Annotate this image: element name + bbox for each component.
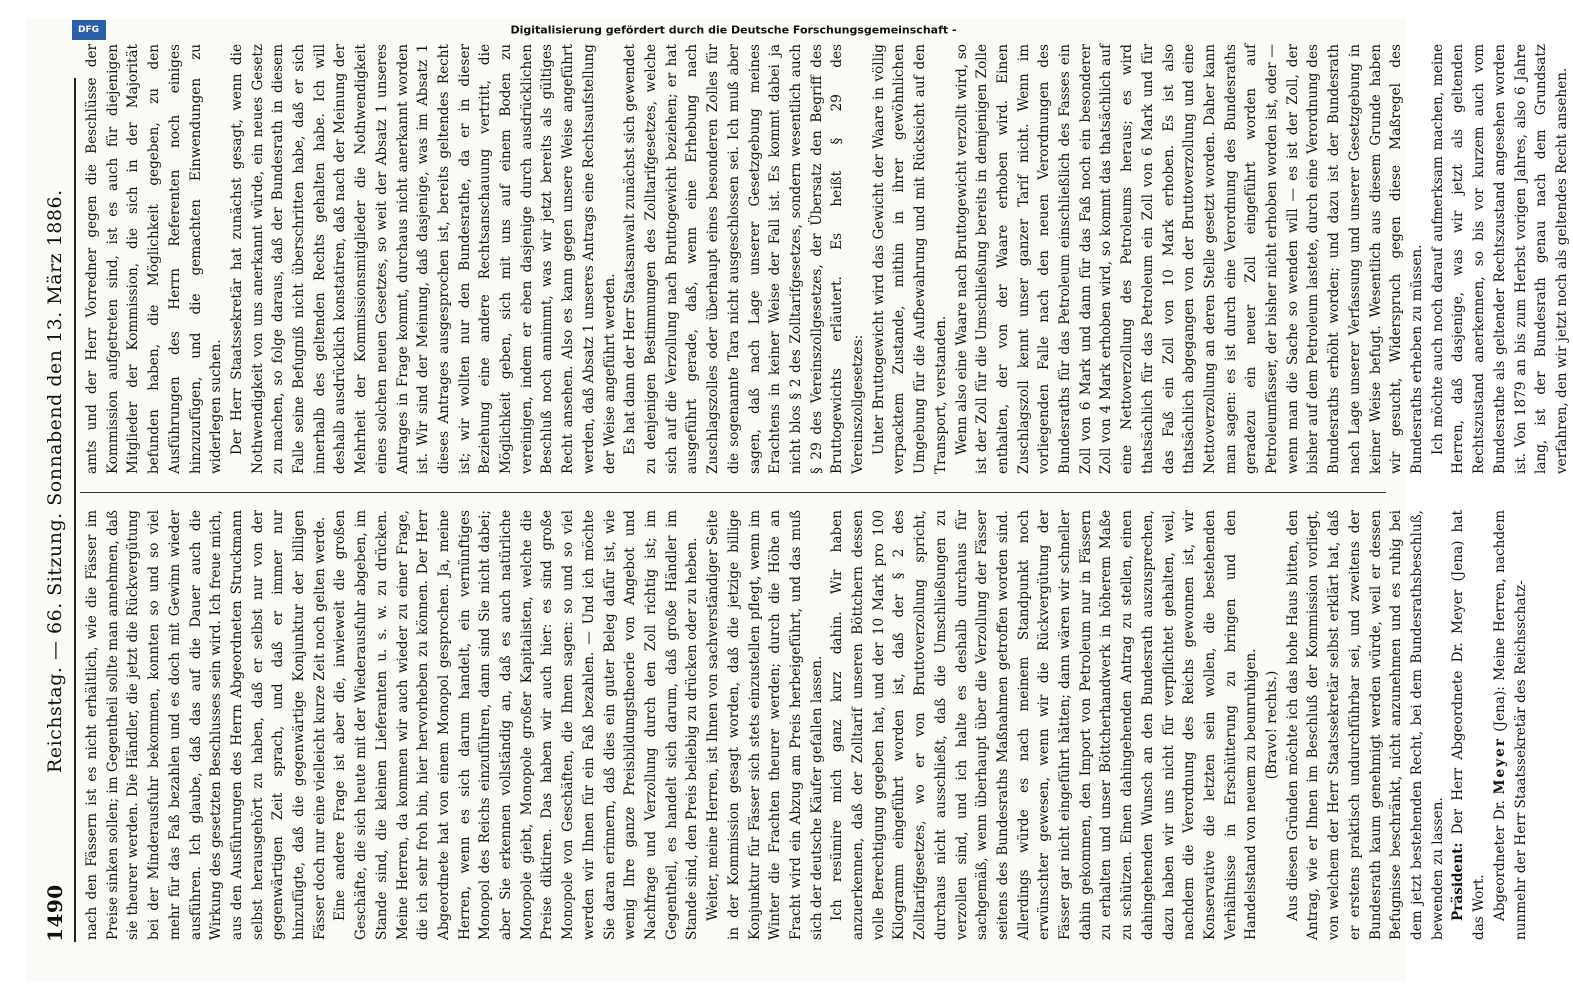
paragraph: Ich resümire mich ganz kurz dahin. Wir haben anzuerkennen, daß der Zolltarif unseren Böttchern dessen volle Berechtigung gegeben hat, und der 10 Mark pro 100 Kilogramm eingeführt worden ist, daß der § 2 des Zolltarifgesetzes, wo er von Bruttoverzollung spricht, durchaus nicht ausschließt, daß die Umschließungen zu verzollen sind, und ich halte es deshalb durchaus für sachgemäß, wenn überhaupt über die Verzollung der Fässer seitens des Bundesraths Maßnahmen getroffen worden sind. Allerdings würde es nach meinem Standpunkt noch erwünschter gewesen, wenn wir die Rückvergütung der Fässer gar nicht eingeführt hätten; dann wären wir schneller dahin gekommen, den Import von Petroleum nur in Fässern zu erhalten und unser Böttcherhandwerk in höherem Maße zu schützen. Einen dahingehenden Antrag zu stellen, einen dahingehenden Wunsch an den Bundesrath auszusprechen, dazu haben wir uns nicht für verpflichtet gehalten, weil, nachdem die Verordnung des Reichs gewonnen ist, wir Konservative die letzten sein wollen, die bestehenden Verhältnisse in Erschütterung zu bringen und den Handelsstand von neuem zu beunruhigen. <box>829 510 1260 940</box>
applause-note: (Bravo! rechts.) <box>1264 670 1281 780</box>
paragraph: Der Herr Staatssekretär hat zunächst gesagt, wenn die Nothwendigkeit von uns anerkannt würde, ein neues Gesetz zu machen, so folge daraus, daß der Bundesrath in diesem Falle seine Befugniß nicht überschritten habe, daß er sich innerhalb des geltenden Rechts gehalten habe. Ich will deshalb ausdrücklich konstatiren, daß nach der Meinung der Mehrheit der Kommissionsmitglieder die Nothwendigkeit eines solchen neuen Gesetzes, so weit der Absatz 1 unseres Antrages in Frage kommt, durchaus nicht anerkannt worden ist. Wir sind der Meinung, daß dasjenige, was im Absatz 1 dieses Antrages ausgesprochen ist, bereits geltendes Recht ist; wir wollten nur den Bundesrathe, da er in dieser Beziehung eine andere Rechtsanschauung vertritt, die Möglichkeit geben, sich mit uns auf einem Boden zu vereinigen, indem er eben dasjenige durch ausdrücklichen Beschluß noch annimmt, was wir jetzt bereits als gültiges Recht ansehen. Also es kann gegen unsere Weise angeführt werden, daß Absatz 1 unseres Antrags eine Rechtsaufstellung der Weise angeführt werden. <box>228 44 618 474</box>
president-statement <box>1448 510 1489 940</box>
header-rule <box>74 78 76 942</box>
column-divider <box>80 492 1386 493</box>
speaker-intro: Abgeordneter Dr. <box>1491 799 1508 921</box>
paragraph: Aus diesen Gründen möchte ich das hohe Haus bitten, den Antrag, wie er Ihnen im Beschluß der Kommission vorliegt, von welchem der Herr Staatssekretär selbst erklärt hat, daß er erstens praktisch undurchführbar sei, und zweitens der Bundesrath kaum genehmigt werden würde, weil er dessen Befugnisse beschränkt, nicht anzunehmen und es ruhig bei dem jetzt bestehenden Recht, bei dem Bundesrathsbeschluß, bewenden zu lassen. <box>1284 510 1446 940</box>
president-text: Der Herr Abgeordnete Dr. Meyer (Jena) hat das Wort. <box>1450 510 1488 940</box>
paragraph: Weiter, meine Herren, ist Ihnen von sachverständiger Seite in der Kommission gesagt worden, daß die jetzige billige Konjunktur für Fässer sich stets einzustellen pflegt, wenn im Winter die Frachten theurer werden; durch die Höhe an Fracht wird ein Abzug am Preis herbeigeführt, und das muß sich der deutsche Käufer gefallen lassen. <box>705 510 825 940</box>
paragraph: Eine andere Frage ist aber die, inwieweit die großen Geschäfte, die sich heute mit der Wiederausfuhr abgeben, im Stande sind, die kleinen Lieferanten u. s. w. zu drücken. Meine Herren, da kommen wir auch wieder zu einer Frage, die ich sehr froh bin, hier hervorheben zu können. Der Herr Abgeordnete hat von einem Monopol gesprochen. Ja, meine Herren, wenn es sich darum handelt, ein vernünftiges Monopol des Reichs einzuführen, dann sind Sie nicht dabei; aber Sie erkennen vollständig an, daß es auch natürliche Monopole giebt, Monopole großer Kapitalisten, welche die Preise diktiren. Das haben wir auch hier: es sind große Monopole von Geschäften, die Ihnen sagen: so und so viel werden wir Ihnen für ein Faß bezahlen. — Und ich möchte Sie daran erinnern, daß dies ein guter Beleg dafür ist, wie wenig Ihre ganze Preisbildungstheorie von Angebot und Nachfrage und Verzollung durch den Zoll richtig ist; im Gegentheil, es handelt sich darum, daß große Händler im Stande sind, den Preis beliebig zu drücken oder zu heben. <box>332 510 701 940</box>
president-label: Präsident: <box>1450 842 1467 921</box>
paragraph: nach den Fässern ist es nicht erhältlich, wie die Fässer im Preise sinken sollen; im Gegentheil sollte man annehmen, daß sie theurer werden. Die Händler, die jetzt die Rückvergütung bei der Minderausfuhr bekommen, konnten so und so viel mehr für das Faß bezahlen und es doch mit Gewinn wieder ausführen. Ich glaube, daß das auf die Dauer auch die Wirkung des gesetzten Beschlusses sein wird. Ich freue mich, aus den Ausführungen des Herrn Abgeordneten Struckmann selbst herausgehört zu haben, daß er selbst nur von der gegenwärtigen Zeit sprach, und daß er immer nur hinzufügte, daß die gegenwärtige Konjunktur der billigen Fässer doch nur eine vielleicht kurze Zeit noch gelten werde. <box>84 509 328 940</box>
dfg-logo: DFG <box>72 20 106 40</box>
page-header <box>40 78 70 942</box>
paragraph: amts und der Herr Vorredner gegen die Beschlüsse der Kommission aufgetreten sind, ist es auch für diejenigen Mitglieder der Kommission, die sich in der Majorität befunden haben, die Möglichkeit gegeben, zu den Ausführungen des Herrn Referenten noch einiges hinzuzufügen, und die gemachten Einwendungen zu widerlegen suchen. <box>84 44 225 474</box>
document-page <box>26 18 1570 982</box>
page-number: 1490 <box>43 884 67 942</box>
speaker-statement <box>1490 510 1531 940</box>
digitization-text: Digitalisierung gefördert durch die Deutsche Forschungsgemeinschaft - <box>510 23 957 37</box>
speaker-name: Meyer <box>1491 737 1508 795</box>
paragraph: Wenn also eine Waare nach Bruttogewicht verzollt wird, so ist der Zoll für die Umschließung bereits in demjenigen Zolle enthalten, der von der Waare erhoben wird. Einen Zuschlagszoll kennt unser ganzer Tarif nicht. Wenn im vorliegenden Falle nach den neuen Verordnungen des Bundesraths für das Petroleum einschließlich des Fasses ein Zoll von 6 Mark und dann für das Faß noch ein besonderer Zoll von 4 Mark erhoben wird, so kommt das thatsächlich auf eine Nettoverzollung des Petroleums heraus; es wird thatsächlich für das Petroleum ein Zoll von 6 Mark und für das Faß ein Zoll von 10 Mark erhoben. Es ist also thatsächlich abgegangen von der Bruttoverzollung und eine Nettoverzollung an deren Stelle gesetzt worden. Daher kann man sagen: es ist durch eine Verordnung des Bundesraths geradezu ein neuer Zoll eingeführt worden auf Petroleumfässer, der bisher nicht erhoben worden ist, oder — wenn man die Sache so wenden will — es ist der Zoll, der bisher auf dem Petroleum lastete, durch eine Verordnung des Bundesraths erhöht worden; und dazu ist der Bundesrath nach Lage unserer Verfassung und unserer Gesetzgebung in keiner Weise befugt. Wesentlich aus diesem Grunde haben wir gesucht, Widerspruch gegen diese Maßregel des Bundesraths erheben zu müssen. <box>953 44 1425 474</box>
page-title: Reichstag. — 66. Sitzung. Sonnabend den 13. März 1886. <box>44 189 66 773</box>
right-column <box>82 44 1573 474</box>
speaker-text: (Jena): Meine Herren, nachdem nunmehr der Herr Staatssekretär des Reichsschatz- <box>1491 510 1529 940</box>
paragraph: Es hat dann der Herr Staatsanwalt zunächst sich gewendet zu denjenigen Bestimmungen des Zolltarifgesetzes, welche sich auf die Verzollung nach Bruttogewicht beziehen; er hat ausgeführt gerade, daß, wenn eine Erhebung nach Zuschlagszolles oder überhaupt eines besonderen Zolles für die sogenannte Tara nicht ausgeschlossen sei. Ich muß aber sagen, daß nach Lage unserer Gesetzgebung meines Erachtens in keiner Weise der Fall ist. Es kommt dabei ja nicht blos § 2 des Zolltarifgesetzes, sondern wesentlich auch § 29 des Vereinszollgesetzes, der Übersatz den Begriff des Bruttogewichts erläutert. Es heißt § 29 des Vereinszollgesetzes: <box>622 44 867 474</box>
left-column <box>82 510 1531 940</box>
law-quote: Unter Bruttogewicht wird das Gewicht der Waare in völlig verpacktem Zustande, mithin in ihrer gewöhnlichen Umgebung für die Aufbewahrung und mit Rücksicht auf den Transport, verstanden. <box>870 44 949 474</box>
digitization-note <box>66 18 1406 42</box>
paragraph: Ich möchte auch noch darauf aufmerksam machen, meine Herren, daß dasjenige, was wir jetzt als geltenden Rechtszustand anerkennen, so bis vor kurzem auch vom Bundesrathe als geltender Rechtszustand angesehen worden ist. Von 1879 an bis zum Herbst vorigen Jahres, also 6 Jahre lang, ist der Bundesrath genau nach dem Grundsatz verfahren, den wir jetzt noch als geltendes Recht ansehen. <box>1429 44 1570 474</box>
